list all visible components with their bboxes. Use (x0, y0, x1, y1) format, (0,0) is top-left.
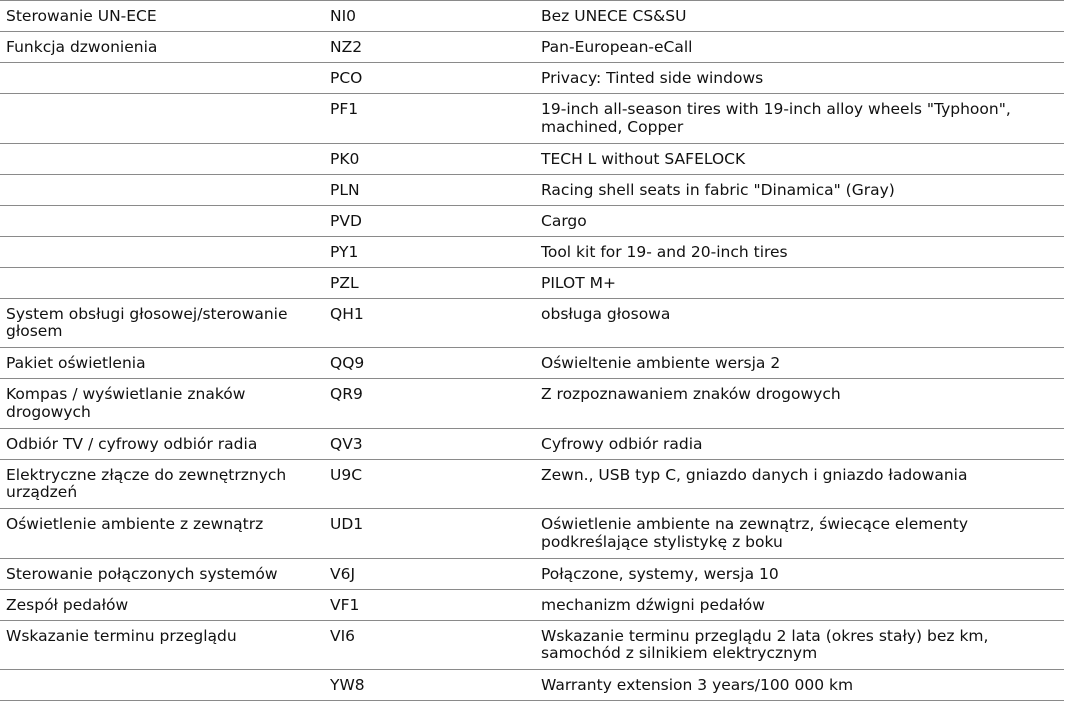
feature-name: Pakiet oświetlenia (0, 348, 324, 379)
option-code: QH1 (324, 298, 535, 348)
feature-name (0, 205, 324, 236)
table-row (0, 348, 1064, 379)
feature-name: Zespół pedałów (0, 589, 324, 620)
feature-name (0, 63, 324, 94)
table-row (0, 379, 1064, 429)
option-code: YW8 (324, 670, 535, 701)
option-code: VF1 (324, 589, 535, 620)
table-row (0, 670, 1064, 701)
option-description: Cargo (535, 205, 1064, 236)
table-row (0, 298, 1064, 348)
option-code: PY1 (324, 236, 535, 267)
option-description: mechanizm dźwigni pedałów (535, 589, 1064, 620)
feature-name: Funkcja dzwonienia (0, 32, 324, 63)
option-description: TECH L without SAFELOCK (535, 143, 1064, 174)
feature-name: Sterowanie połączonych systemów (0, 558, 324, 589)
option-code: QV3 (324, 428, 535, 459)
table-row (0, 509, 1064, 559)
option-description: obsługa głosowa (535, 298, 1064, 348)
table-row (0, 1, 1064, 32)
feature-name (0, 670, 324, 701)
table-row (0, 94, 1064, 144)
feature-name: Odbiór TV / cyfrowy odbiór radia (0, 428, 324, 459)
table-row (0, 143, 1064, 174)
option-code: NI0 (324, 1, 535, 32)
option-description: Racing shell seats in fabric "Dinamica" (Gray) (535, 174, 1064, 205)
table-row (0, 428, 1064, 459)
feature-name (0, 143, 324, 174)
option-code: V6J (324, 558, 535, 589)
option-code: PZL (324, 267, 535, 298)
table-row (0, 459, 1064, 509)
option-code: PLN (324, 174, 535, 205)
table-row (0, 205, 1064, 236)
table-row (0, 589, 1064, 620)
option-description: Oświetlenie ambiente na zewnątrz, świecące elementy podkreślające stylistykę z boku (535, 509, 1064, 559)
option-description: Wskazanie terminu przeglądu 2 lata (okres stały) bez km, samochód z silnikiem elektrycznym (535, 620, 1064, 670)
table-row (0, 558, 1064, 589)
option-description: Z rozpoznawaniem znaków drogowych (535, 379, 1064, 429)
table-row (0, 174, 1064, 205)
feature-name: Kompas / wyświetlanie znaków drogowych (0, 379, 324, 429)
option-code: U9C (324, 459, 535, 509)
feature-name: Wskazanie terminu przeglądu (0, 620, 324, 670)
option-description: Bez UNECE CS&SU (535, 1, 1064, 32)
option-code: PCO (324, 63, 535, 94)
table-row (0, 236, 1064, 267)
feature-name: System obsługi głosowej/sterowanie głosem (0, 298, 324, 348)
table-row (0, 620, 1064, 670)
feature-name: Elektryczne złącze do zewnętrznych urządzeń (0, 459, 324, 509)
feature-name (0, 267, 324, 298)
option-code: UD1 (324, 509, 535, 559)
option-code: NZ2 (324, 32, 535, 63)
option-description: Warranty extension 3 years/100 000 km (535, 670, 1064, 701)
option-code: PF1 (324, 94, 535, 144)
option-description: Zewn., USB typ C, gniazdo danych i gniazdo ładowania (535, 459, 1064, 509)
option-description: 19-inch all-season tires with 19-inch alloy wheels "Typhoon", machined, Copper (535, 94, 1064, 144)
feature-name: Sterowanie UN-ECE (0, 1, 324, 32)
option-code: PVD (324, 205, 535, 236)
option-description: Tool kit for 19- and 20-inch tires (535, 236, 1064, 267)
table-row (0, 32, 1064, 63)
option-code: QR9 (324, 379, 535, 429)
table-row (0, 267, 1064, 298)
option-description: Pan-European-eCall (535, 32, 1064, 63)
feature-name (0, 236, 324, 267)
option-description: Privacy: Tinted side windows (535, 63, 1064, 94)
option-code: VI6 (324, 620, 535, 670)
option-description: Oświeltenie ambiente wersja 2 (535, 348, 1064, 379)
option-code: QQ9 (324, 348, 535, 379)
feature-name (0, 94, 324, 144)
feature-name (0, 174, 324, 205)
option-description: PILOT M+ (535, 267, 1064, 298)
table-row (0, 63, 1064, 94)
feature-name: Oświetlenie ambiente z zewnątrz (0, 509, 324, 559)
option-description: Połączone, systemy, wersja 10 (535, 558, 1064, 589)
option-description: Cyfrowy odbiór radia (535, 428, 1064, 459)
option-code: PK0 (324, 143, 535, 174)
